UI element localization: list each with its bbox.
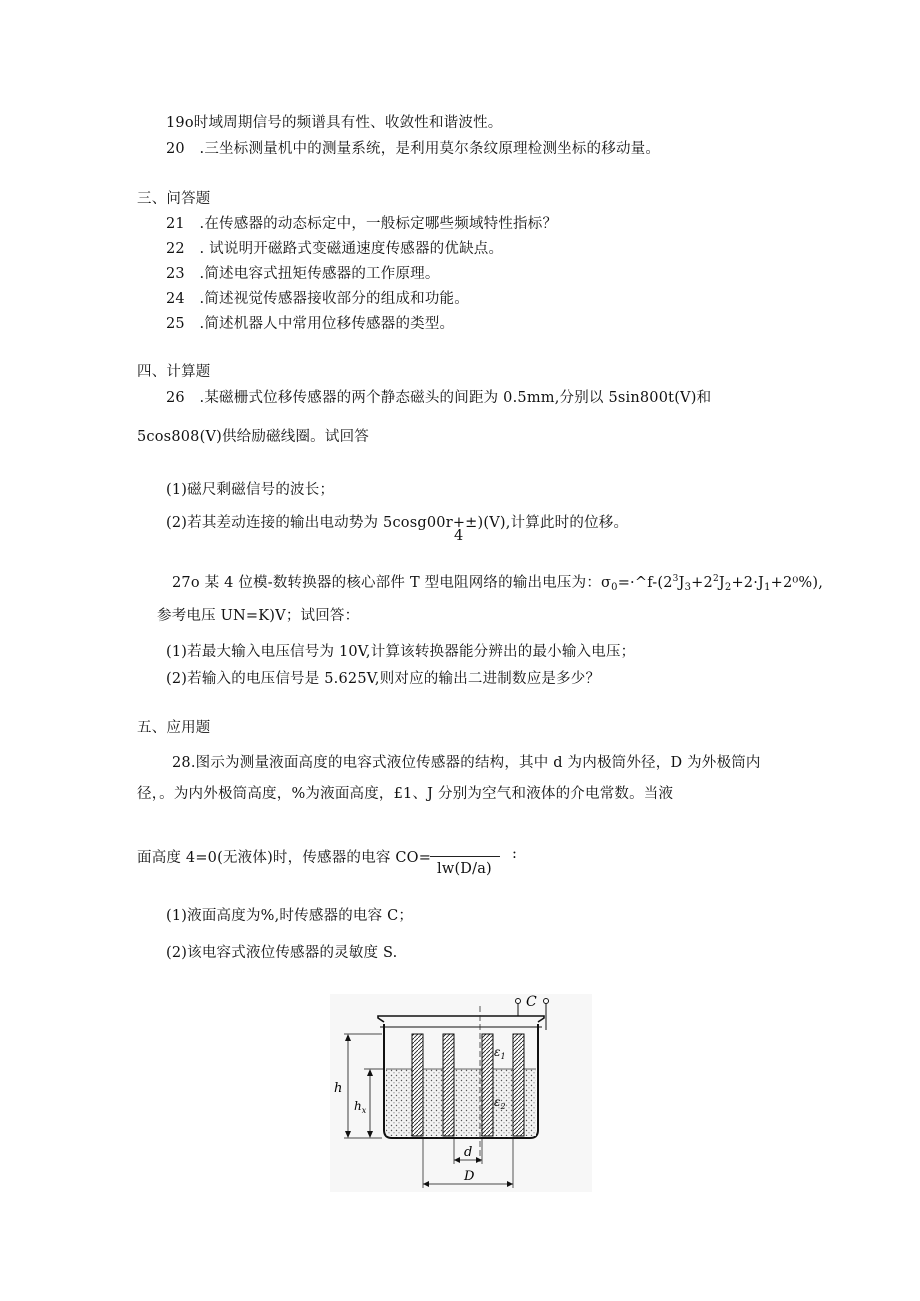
q27-text-end: +2⁰%), — [770, 575, 824, 591]
q27-sub-0: 0 — [611, 582, 618, 593]
q27-text-pre: 27o 某 4 位模-数转换器的核心部件 T 型电阻网络的输出电压为：σ — [172, 575, 612, 591]
section-3-heading: 三、问答题 — [137, 191, 211, 207]
question-27-part-2: (2)若输入的电压信号是 5.625V,则对应的输出二进制数应是多少？ — [166, 671, 601, 687]
label-epsilon-2: $\varepsilon_2$ — [494, 1095, 506, 1111]
question-27-line-2: 参考电压 UN=K)V；试回答： — [157, 608, 360, 624]
label-C: C — [526, 994, 537, 1010]
outer-electrode-right — [513, 1034, 524, 1136]
label-epsilon-1: $\varepsilon_1$ — [494, 1045, 506, 1061]
question-27-part-1: (1)若最大输入电压信号为 10V,计算该转换器能分辨出的最小输入电压； — [166, 644, 636, 660]
inner-electrode-left — [443, 1034, 454, 1136]
question-21: 21 .在传感器的动态标定中，一般标定哪些频域特性指标？ — [166, 216, 558, 232]
label-d: d — [464, 1145, 473, 1160]
question-28-part-1: (1)液面高度为%,时传感器的电容 C； — [166, 908, 414, 924]
outer-electrode-left — [412, 1034, 423, 1136]
q27-sub-3: 3 — [684, 582, 692, 593]
q27-sup-2: 2 — [712, 574, 719, 584]
q27-j3: J — [678, 575, 685, 591]
question-25: 25 .简述机器人中常用位移传感器的类型。 — [166, 316, 455, 332]
c0-formula-colon: : — [512, 846, 518, 862]
q27-sup-3: 3 — [672, 574, 679, 584]
q27-sub-2: 2 — [724, 582, 732, 593]
question-28-line-3: 面高度 4=0(无液体)时，传感器的电容 CO= — [137, 850, 432, 866]
question-28-line-1: 28.图示为测量液面高度的电容式液位传感器的结构，其中 d 为内极筒外径，D 为外极筒内 — [172, 755, 761, 771]
label-D: D — [464, 1169, 475, 1184]
q27-sub-1: 1 — [764, 582, 771, 593]
label-h: h — [334, 1081, 343, 1096]
section-5-heading: 五、应用题 — [137, 720, 211, 736]
terminal-inner — [544, 999, 549, 1004]
q27-plus-1: +2 — [691, 575, 713, 591]
q27-plus-2: +2·J — [731, 575, 765, 591]
question-20: 20 .三坐标测量机中的测量系统，是利用莫尔条纹原理检测坐标的移动量。 — [166, 141, 661, 157]
c0-fraction-denominator: lw(D/a) — [437, 861, 492, 877]
question-26-fraction-denominator: 4 — [454, 528, 464, 544]
question-24: 24 .简述视觉传感器接收部分的组成和功能。 — [166, 291, 469, 307]
label-hx: $h_x$ — [354, 1099, 367, 1115]
question-27-line-1 — [172, 571, 823, 593]
capacitive-level-sensor-figure — [330, 994, 592, 1192]
c0-fraction-bar — [430, 856, 500, 857]
question-26-line-1: 26 .某磁栅式位移传感器的两个静态磁头的间距为 0.5mm,分别以 5sin800t(V)和 — [166, 390, 712, 406]
section-4-heading: 四、计算题 — [137, 364, 211, 380]
question-28-line-2: 径，。为内外极筒高度，%为液面高度，£1、J 分别为空气和液体的介电常数。当液 — [137, 786, 674, 802]
terminal-outer — [516, 999, 521, 1004]
question-26-line-2: 5cos808(V)供给励磁线圈。试回答 — [137, 429, 369, 445]
q27-j2: J — [718, 575, 725, 591]
q27-text-mid: =·^f-(2 — [617, 575, 673, 591]
question-23: 23 .简述电容式扭矩传感器的工作原理。 — [166, 266, 440, 282]
question-26-part-2: (2)若其差动连接的输出电动势为 5cosg00r+±)(V),计算此时的位移。 — [166, 515, 629, 531]
question-19: 19o时域周期信号的频谱具有性、收敛性和谐波性。 — [166, 115, 503, 131]
question-26-part-1: (1)磁尺剩磁信号的波长； — [166, 482, 335, 498]
question-28-part-2: (2)该电容式液位传感器的灵敏度 S. — [166, 945, 398, 961]
question-22: 22 . 试说明开磁路式变磁通速度传感器的优缺点。 — [166, 241, 504, 257]
inner-electrode-right — [482, 1034, 493, 1136]
